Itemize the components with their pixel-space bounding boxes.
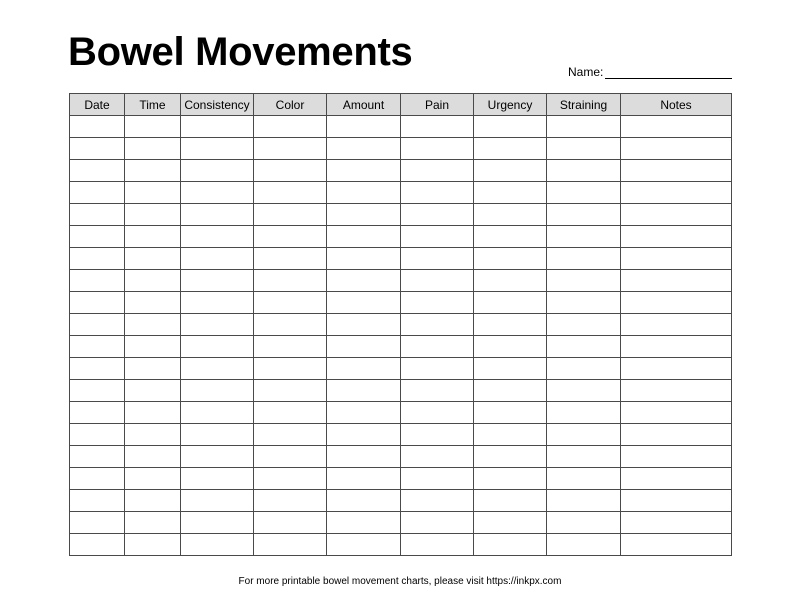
table-cell (547, 380, 621, 402)
table-cell (474, 160, 547, 182)
table-row (70, 160, 732, 182)
table-cell (254, 336, 327, 358)
table-cell (181, 204, 254, 226)
table-row (70, 226, 732, 248)
table-cell (474, 226, 547, 248)
table-cell (181, 248, 254, 270)
table-cell (125, 138, 181, 160)
table-cell (327, 314, 401, 336)
table-cell (621, 336, 732, 358)
table-cell (621, 116, 732, 138)
table-cell (254, 182, 327, 204)
table-cell (327, 358, 401, 380)
table-cell (474, 248, 547, 270)
table-cell (254, 160, 327, 182)
table-cell (547, 490, 621, 512)
table-cell (125, 270, 181, 292)
table-row (70, 446, 732, 468)
table-cell (621, 138, 732, 160)
table-cell (474, 380, 547, 402)
table-cell (70, 402, 125, 424)
table-cell (474, 512, 547, 534)
table-cell (474, 116, 547, 138)
table-cell (401, 534, 474, 556)
footer-note: For more printable bowel movement charts, please visit https://inkpx.com (238, 576, 562, 587)
table-row (70, 380, 732, 402)
table-cell (327, 512, 401, 534)
table-cell (327, 402, 401, 424)
table-cell (70, 314, 125, 336)
table-cell (70, 534, 125, 556)
table-cell (70, 248, 125, 270)
table-cell (547, 512, 621, 534)
table-cell (621, 270, 732, 292)
table-cell (401, 160, 474, 182)
table-cell (181, 336, 254, 358)
table-row (70, 402, 732, 424)
table-row (70, 204, 732, 226)
table-cell (547, 336, 621, 358)
table-cell (327, 204, 401, 226)
table-cell (327, 424, 401, 446)
table-cell (621, 402, 732, 424)
table-cell (474, 292, 547, 314)
table-cell (401, 204, 474, 226)
table-cell (401, 424, 474, 446)
table-cell (401, 182, 474, 204)
table-cell (254, 204, 327, 226)
table-cell (547, 138, 621, 160)
table-cell (70, 226, 125, 248)
table-cell (474, 270, 547, 292)
table-cell (327, 116, 401, 138)
table-cell (547, 534, 621, 556)
table-cell (621, 226, 732, 248)
table-cell (254, 490, 327, 512)
table-cell (181, 512, 254, 534)
table-cell (181, 182, 254, 204)
column-header-consistency: Consistency (181, 94, 254, 116)
table-cell (621, 160, 732, 182)
table-cell (181, 138, 254, 160)
table-cell (254, 534, 327, 556)
table-cell (401, 116, 474, 138)
table-cell (547, 226, 621, 248)
table-cell (547, 358, 621, 380)
table-cell (125, 116, 181, 138)
table-cell (401, 358, 474, 380)
table-cell (254, 424, 327, 446)
table-cell (70, 204, 125, 226)
table-cell (621, 468, 732, 490)
table-cell (401, 402, 474, 424)
table-cell (125, 446, 181, 468)
table-row (70, 314, 732, 336)
table-cell (474, 468, 547, 490)
table-cell (327, 446, 401, 468)
table-cell (547, 270, 621, 292)
table-cell (401, 490, 474, 512)
table-cell (181, 292, 254, 314)
table-cell (547, 446, 621, 468)
table-cell (327, 226, 401, 248)
table-cell (327, 182, 401, 204)
table-cell (254, 314, 327, 336)
table-cell (181, 226, 254, 248)
table-cell (547, 402, 621, 424)
column-header-time: Time (125, 94, 181, 116)
table-cell (401, 336, 474, 358)
table-cell (474, 314, 547, 336)
column-header-straining: Straining (547, 94, 621, 116)
column-header-urgency: Urgency (474, 94, 547, 116)
table-cell (621, 380, 732, 402)
table-cell (125, 424, 181, 446)
table-cell (401, 468, 474, 490)
table-row (70, 512, 732, 534)
table-row (70, 468, 732, 490)
table-cell (547, 116, 621, 138)
name-blank-line (605, 67, 732, 79)
table-cell (70, 424, 125, 446)
table-cell (474, 402, 547, 424)
table-row (70, 116, 732, 138)
table-cell (70, 270, 125, 292)
table-cell (70, 358, 125, 380)
table-cell (125, 160, 181, 182)
table-cell (254, 402, 327, 424)
table-cell (547, 248, 621, 270)
table-row (70, 358, 732, 380)
table-cell (621, 446, 732, 468)
table-cell (70, 336, 125, 358)
table-cell (474, 138, 547, 160)
table-cell (181, 380, 254, 402)
table-cell (474, 534, 547, 556)
table-cell (254, 138, 327, 160)
table-cell (125, 336, 181, 358)
table-cell (70, 490, 125, 512)
table-row (70, 138, 732, 160)
table-header-row (70, 94, 732, 116)
table-cell (547, 182, 621, 204)
table-cell (327, 534, 401, 556)
table-cell (125, 402, 181, 424)
table-row (70, 292, 732, 314)
table-cell (547, 468, 621, 490)
table-cell (254, 270, 327, 292)
table-cell (621, 490, 732, 512)
table-cell (125, 292, 181, 314)
table-cell (547, 424, 621, 446)
table-cell (327, 138, 401, 160)
bowel-movement-log-table (69, 93, 732, 556)
table-cell (125, 468, 181, 490)
table-cell (474, 490, 547, 512)
table-cell (474, 424, 547, 446)
table-row (70, 182, 732, 204)
table-cell (125, 534, 181, 556)
table-cell (181, 402, 254, 424)
table-cell (125, 512, 181, 534)
table-cell (70, 446, 125, 468)
table-cell (401, 380, 474, 402)
column-header-amount: Amount (327, 94, 401, 116)
table-cell (621, 534, 732, 556)
table-cell (547, 314, 621, 336)
table-cell (181, 314, 254, 336)
table-cell (401, 248, 474, 270)
name-field (568, 65, 732, 79)
table-cell (401, 314, 474, 336)
table-cell (621, 358, 732, 380)
table-cell (621, 424, 732, 446)
table-cell (125, 314, 181, 336)
column-header-notes: Notes (621, 94, 732, 116)
table-cell (401, 226, 474, 248)
table-cell (254, 248, 327, 270)
table-cell (125, 490, 181, 512)
table-cell (70, 512, 125, 534)
table-row (70, 424, 732, 446)
table-cell (254, 512, 327, 534)
table-cell (181, 270, 254, 292)
table-cell (181, 490, 254, 512)
table-cell (621, 182, 732, 204)
table-cell (70, 138, 125, 160)
table-cell (70, 292, 125, 314)
table-row (70, 490, 732, 512)
table-cell (474, 182, 547, 204)
table-cell (327, 160, 401, 182)
table-cell (125, 358, 181, 380)
table-cell (621, 314, 732, 336)
table-cell (125, 380, 181, 402)
table-cell (181, 534, 254, 556)
table-body (70, 116, 732, 556)
table-cell (254, 116, 327, 138)
table-cell (474, 446, 547, 468)
table-cell (125, 226, 181, 248)
table-cell (70, 468, 125, 490)
name-label: Name: (568, 65, 604, 79)
table-cell (327, 336, 401, 358)
table-cell (125, 182, 181, 204)
table-row (70, 248, 732, 270)
table-cell (181, 358, 254, 380)
table-cell (547, 160, 621, 182)
table-cell (401, 292, 474, 314)
table-cell (125, 248, 181, 270)
table-cell (621, 204, 732, 226)
table-cell (181, 446, 254, 468)
table-cell (474, 204, 547, 226)
table-cell (327, 380, 401, 402)
table-cell (621, 292, 732, 314)
table-row (70, 270, 732, 292)
table-row (70, 336, 732, 358)
column-header-pain: Pain (401, 94, 474, 116)
table-cell (474, 358, 547, 380)
table-cell (181, 424, 254, 446)
table-cell (401, 270, 474, 292)
table-cell (401, 446, 474, 468)
page-title: Bowel Movements (68, 30, 413, 74)
table-row (70, 534, 732, 556)
table-cell (70, 380, 125, 402)
table-cell (621, 248, 732, 270)
table-cell (181, 160, 254, 182)
table-cell (621, 512, 732, 534)
table-cell (327, 270, 401, 292)
table-cell (401, 138, 474, 160)
table-cell (327, 248, 401, 270)
column-header-color: Color (254, 94, 327, 116)
table-cell (254, 446, 327, 468)
table-cell (254, 468, 327, 490)
table-cell (254, 226, 327, 248)
column-header-date: Date (70, 94, 125, 116)
table-cell (181, 468, 254, 490)
table-cell (181, 116, 254, 138)
table-cell (125, 204, 181, 226)
table-cell (547, 292, 621, 314)
table-cell (327, 468, 401, 490)
table-cell (547, 204, 621, 226)
table-cell (254, 292, 327, 314)
table-cell (327, 490, 401, 512)
table-cell (401, 512, 474, 534)
table-cell (474, 336, 547, 358)
table-cell (254, 358, 327, 380)
table-cell (70, 182, 125, 204)
table-cell (327, 292, 401, 314)
table-cell (70, 160, 125, 182)
table-cell (254, 380, 327, 402)
table-cell (70, 116, 125, 138)
